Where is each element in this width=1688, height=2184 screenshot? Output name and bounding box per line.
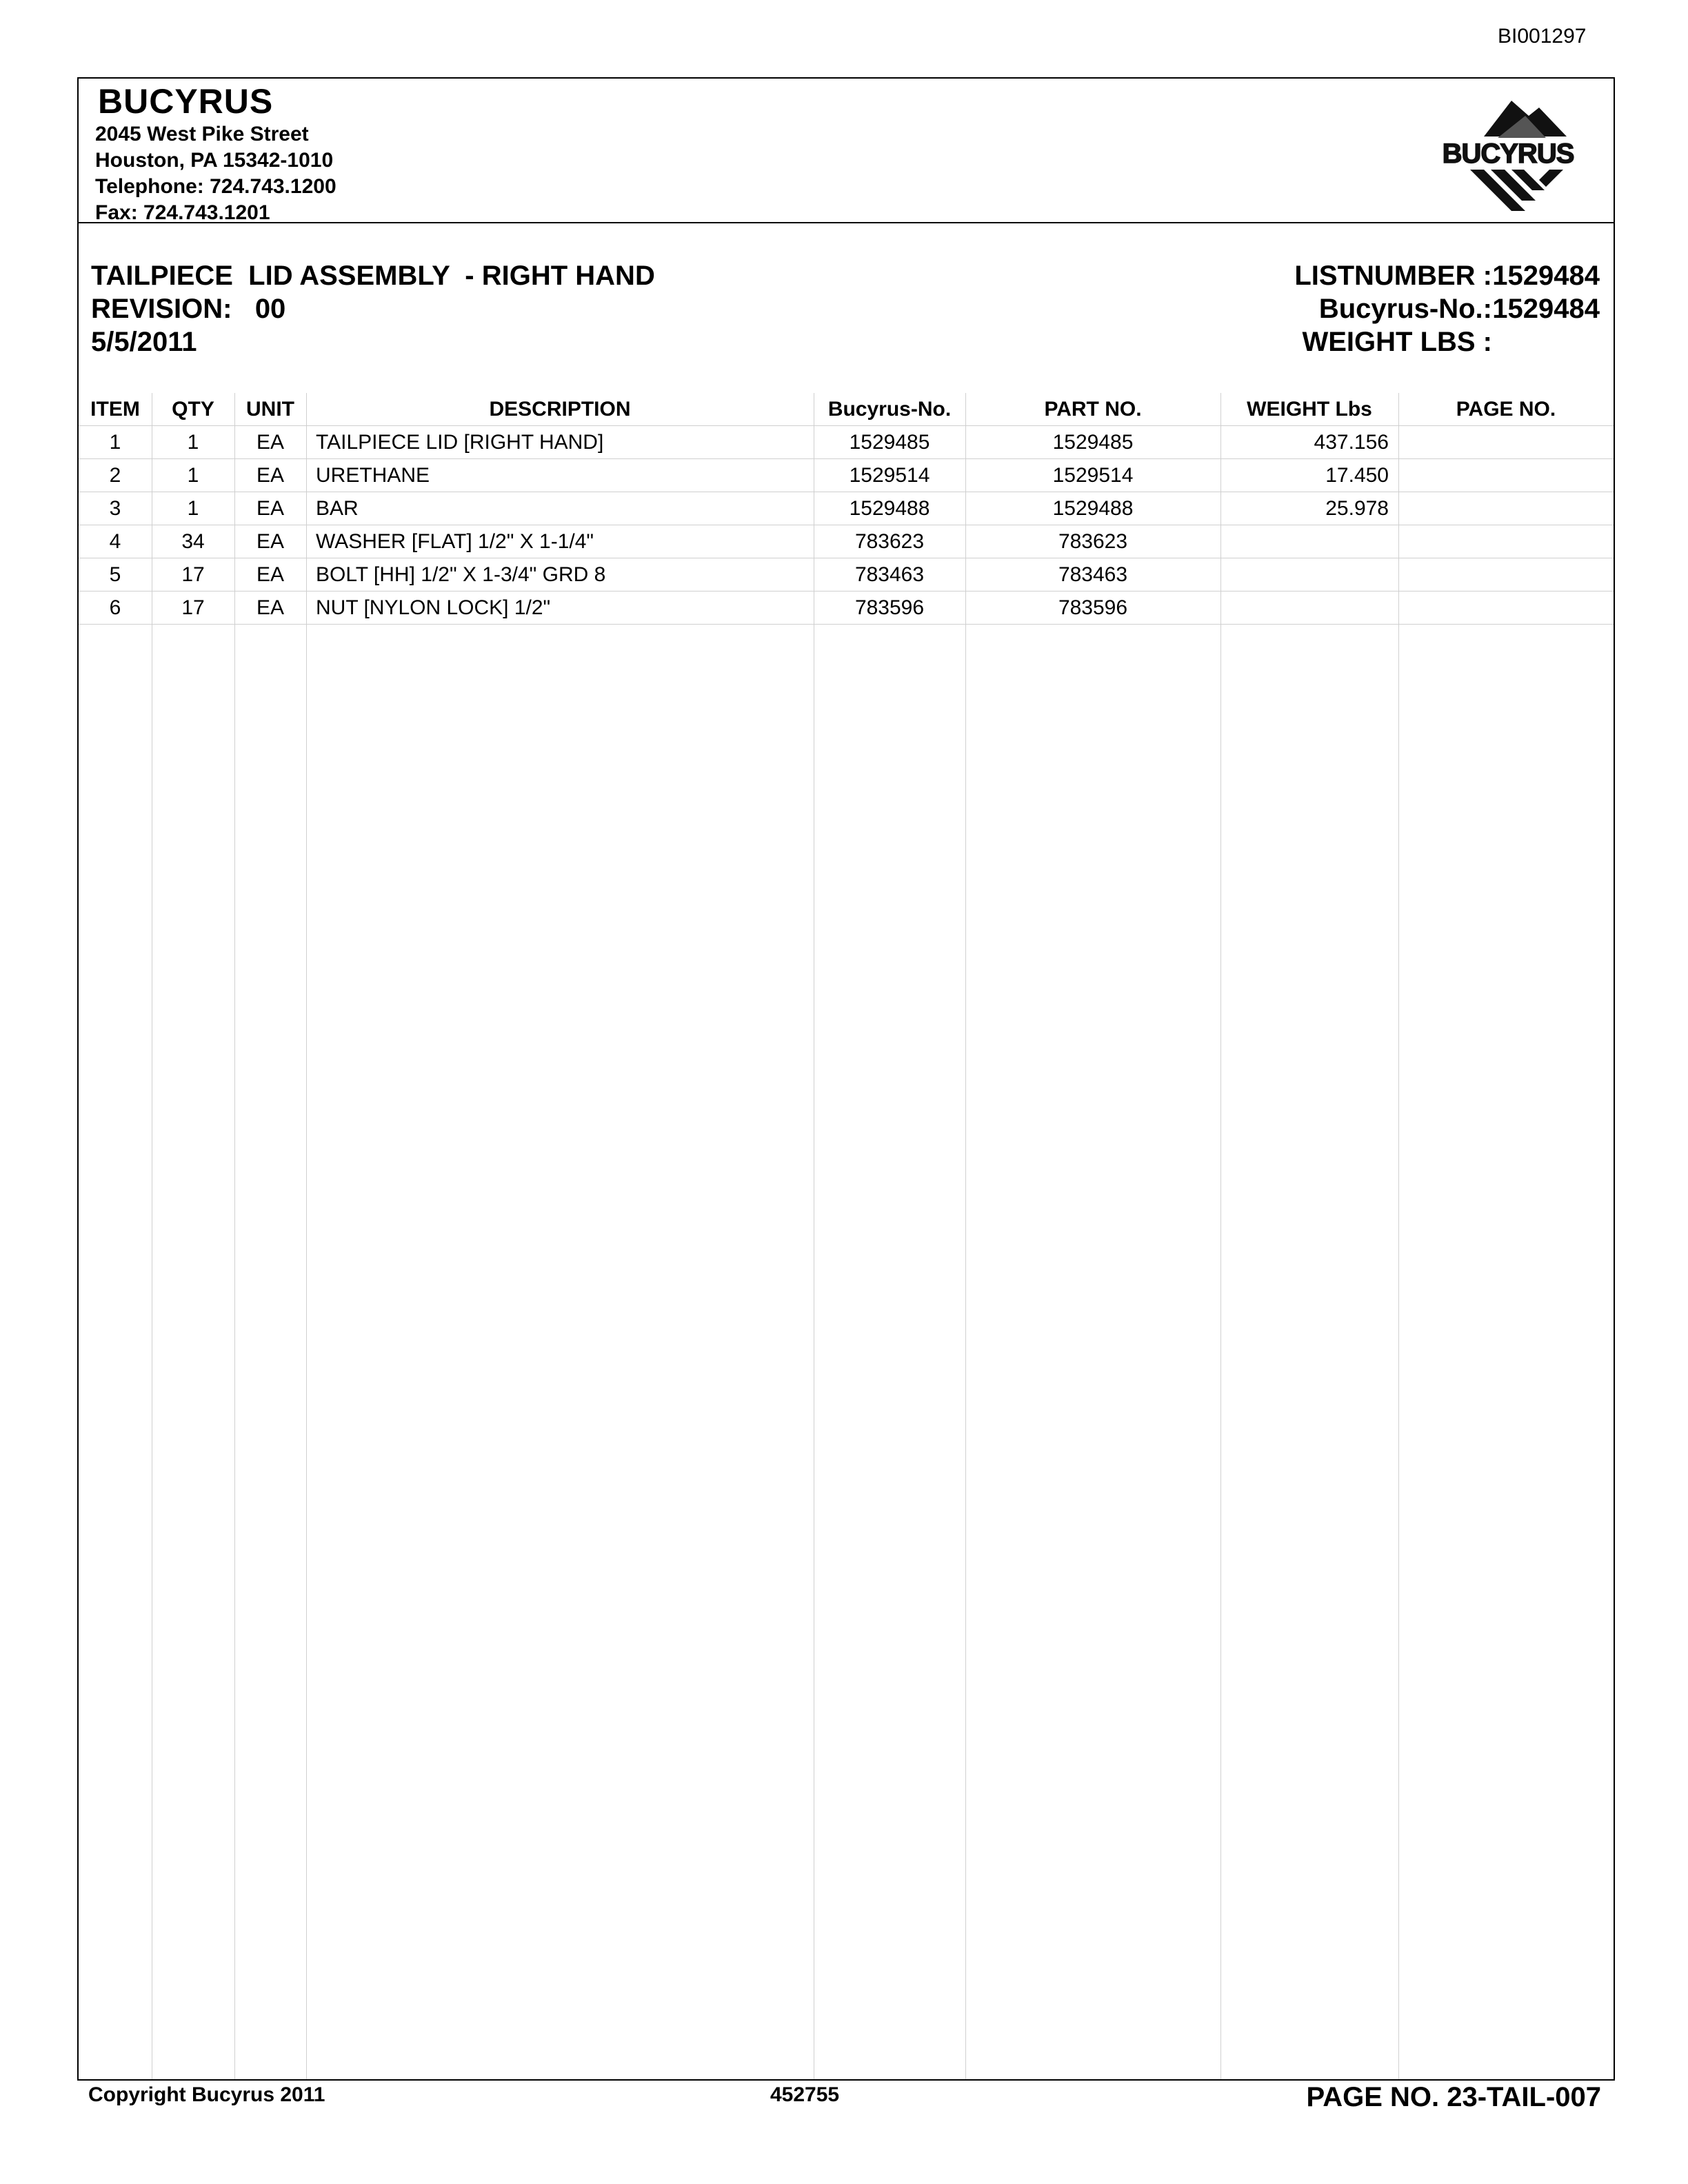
cell-description: BOLT [HH] 1/2" X 1-3/4" GRD 8 [316,563,606,586]
bucyrus-logo [1408,88,1608,219]
cell-item: 6 [109,596,121,619]
revision-label: REVISION: 00 [91,294,286,324]
weight-label: WEIGHT LBS : [1302,327,1492,357]
company-address-city: Houston, PA 15342-1010 [95,149,334,172]
cell-part-no: 783463 [1058,563,1128,586]
cell-item: 3 [109,497,121,520]
cell-weight [1220,525,1398,558]
column-divider [234,393,235,2079]
cell-part-no: 783623 [1058,530,1128,553]
cell-item: 2 [109,464,121,487]
column-divider [1220,393,1221,2079]
cell-page-no [1398,492,1614,525]
cell-item: 5 [109,563,121,586]
header-qty: QTY [172,398,214,421]
cell-description: WASHER [FLAT] 1/2" X 1-1/4" [316,530,594,553]
header-part-no: PART NO. [1044,398,1142,421]
cell-part-no: 1529514 [1052,464,1134,487]
assembly-title-block [91,259,655,358]
cell-description: NUT [NYLON LOCK] 1/2" [316,596,551,619]
cell-bucyrus-no: 783596 [854,596,925,619]
column-divider [1398,393,1399,2079]
cell-item: 1 [109,431,121,454]
table-row [79,426,1614,459]
bucyrus-no-row [1294,292,1600,325]
company-name: BUCYRUS [98,82,274,121]
page-number: PAGE NO. 23-TAIL-007 [1306,2082,1601,2112]
assembly-date: 5/5/2011 [91,327,197,357]
cell-qty: 1 [187,464,199,487]
footer-number: 452755 [770,2083,840,2106]
header-item: ITEM [90,398,140,421]
company-block [95,81,336,226]
cell-unit: EA [256,530,285,553]
header-weight: WEIGHT Lbs [1247,398,1372,421]
table-row [79,558,1614,592]
listnumber-row [1294,259,1600,292]
cell-unit: EA [256,464,285,487]
weight-value [1492,325,1600,358]
bucyrus-no-label: Bucyrus-No.: [1318,294,1492,324]
header-description: DESCRIPTION [489,398,631,421]
cell-item: 4 [109,530,121,553]
column-divider [306,393,307,2079]
cell-description: BAR [316,497,359,520]
cell-part-no: 1529488 [1052,497,1134,520]
cell-description: URETHANE [316,464,430,487]
table-row [79,592,1614,625]
header-page-no: PAGE NO. [1456,398,1556,421]
parts-list-frame [77,77,1615,2081]
cell-bucyrus-no: 1529514 [849,464,930,487]
cell-weight [1220,592,1398,625]
cell-qty: 1 [187,497,199,520]
table-row [79,492,1614,525]
header-bucyrus-no: Bucyrus-No. [827,398,952,421]
cell-part-no: 783596 [1058,596,1128,619]
cell-unit: EA [256,596,285,619]
cell-qty: 34 [181,530,205,553]
bucyrus-no-value: 1529484 [1492,294,1600,324]
cell-page-no [1398,592,1614,625]
listnumber-value: 1529484 [1492,261,1600,291]
cell-qty: 17 [181,563,205,586]
listnumber-label: LISTNUMBER : [1294,261,1492,291]
company-fax: Fax: 724.743.1201 [95,201,270,224]
table-row [79,525,1614,558]
cell-bucyrus-no: 1529485 [849,431,930,454]
cell-qty: 1 [187,431,199,454]
assembly-title: TAILPIECE LID ASSEMBLY - RIGHT HAND [91,261,655,291]
cell-unit: EA [256,497,285,520]
cell-weight: 17.450 [1325,464,1389,487]
company-address-street: 2045 West Pike Street [95,123,309,145]
cell-page-no [1398,426,1614,459]
cell-unit: EA [256,431,285,454]
weight-row [1294,325,1600,358]
cell-qty: 17 [181,596,205,619]
document-id: BI001297 [1498,25,1587,48]
cell-weight: 437.156 [1314,431,1389,454]
cell-page-no [1398,525,1614,558]
cell-bucyrus-no: 1529488 [849,497,930,520]
cell-page-no [1398,459,1614,492]
page-footer [77,2079,1615,2121]
table-header-row [79,393,1614,426]
cell-weight [1220,558,1398,592]
cell-description: TAILPIECE LID [RIGHT HAND] [316,431,604,454]
copyright-text: Copyright Bucyrus 2011 [88,2083,325,2106]
cell-bucyrus-no: 783623 [854,530,925,553]
cell-weight: 25.978 [1325,497,1389,520]
header-unit: UNIT [246,398,294,421]
column-divider [965,393,966,2079]
logo-text: BUCYRUS [1442,139,1574,169]
table-row [79,459,1614,492]
company-telephone: Telephone: 724.743.1200 [95,175,336,198]
table-column-lines [79,393,1614,2079]
cell-page-no [1398,558,1614,592]
cell-unit: EA [256,563,285,586]
cell-part-no: 1529485 [1052,431,1134,454]
cell-bucyrus-no: 783463 [854,563,925,586]
list-metadata [1294,259,1600,358]
header-divider [79,222,1614,223]
